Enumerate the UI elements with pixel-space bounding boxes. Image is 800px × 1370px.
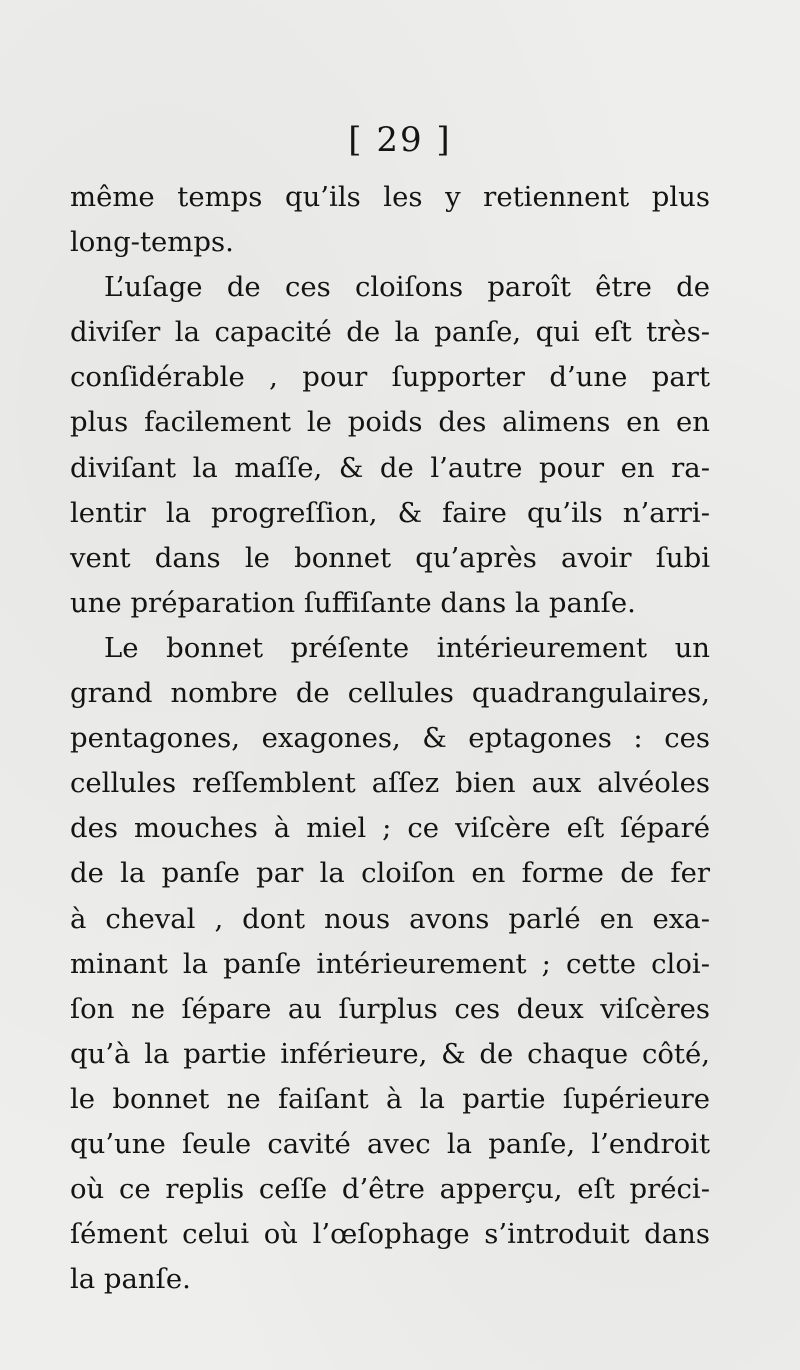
text-line: grand nombre de cellules quadrangulaires, (70, 677, 710, 710)
text-line: diviſant la maſſe, & de l’autre pour en ra- (70, 451, 710, 484)
text-line: qu’une ſeule cavité avec la panſe, l’endroit (70, 1127, 710, 1160)
text-line: la panſe. (70, 1263, 191, 1296)
text-line: minant la panſe intérieurement ; cette cloi- (70, 947, 710, 980)
text-line: de la panſe par la cloiſon en forme de fer (70, 857, 710, 890)
text-line: même temps qu’ils les y retiennent plus (70, 181, 710, 213)
text-line: des mouches à miel ; ce viſcère eſt ſéparé (70, 812, 710, 845)
text-line: une préparation ſuffiſante dans la panſe. (70, 586, 636, 619)
text-line: ſément celui où l’œſophage s’introduit dans (70, 1218, 710, 1251)
text-line: diviſer la capacité de la panſe, qui eſt très- (70, 316, 710, 349)
text-line: le bonnet ne faiſant à la partie ſupérieure (70, 1082, 710, 1115)
text-line: conſidérable , pour ſupporter d’une part (70, 361, 710, 394)
text-line: long-temps. (70, 226, 234, 259)
text-line: où ce replis ceſſe d’être apperçu, eſt préci- (70, 1173, 710, 1206)
text-line: pentagones, exagones, & eptagones : ces (70, 722, 710, 755)
text-line: L’uſage de ces cloiſons paroît être de (104, 271, 710, 304)
text-line: cellules reſſemblent aſſez bien aux alvéoles (70, 767, 710, 800)
body-text (70, 175, 710, 1302)
text-line: à cheval , dont nous avons parlé en exa- (70, 902, 710, 935)
text-line: Le bonnet préſente intérieurement un (104, 631, 710, 664)
text-line: vent dans le bonnet qu’après avoir ſubi (70, 541, 710, 574)
page-number: [ 29 ] (348, 120, 452, 160)
text-line: lentir la progreſſion, & faire qu’ils n’arri- (70, 496, 710, 529)
text-line: plus facilement le poids des alimens en en (70, 406, 710, 439)
text-line: qu’à la partie inférieure, & de chaque côté, (70, 1037, 710, 1070)
text-line: ſon ne ſépare au ſurplus ces deux viſcères (70, 992, 710, 1025)
